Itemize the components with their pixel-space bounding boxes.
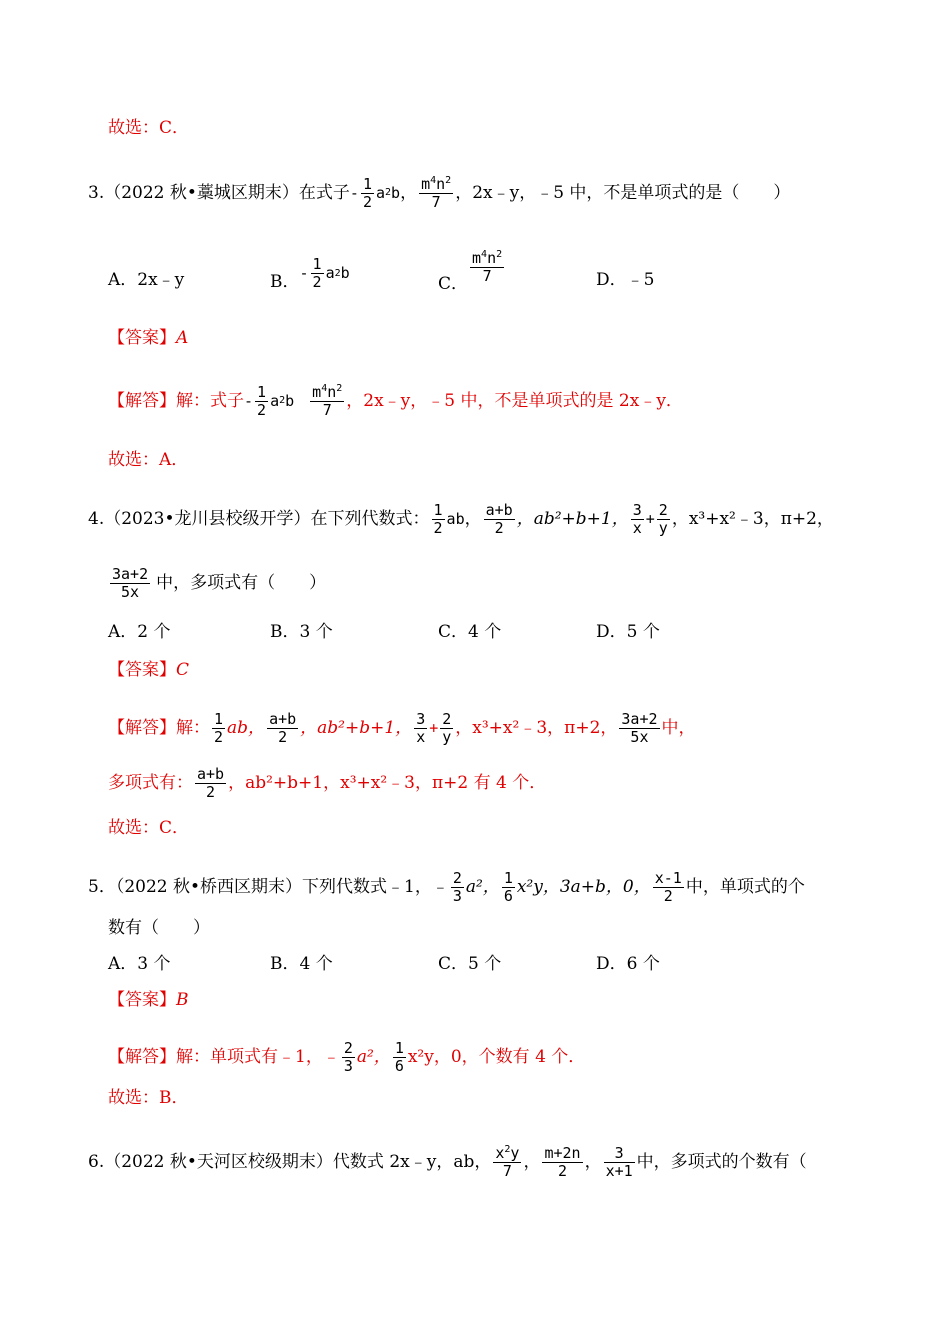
- q5-option-a: A．3 个: [108, 954, 171, 974]
- q3-solution: 【解答】 解：式子 - $\frac{1}{2}$ a 2 b $\frac{m^4n^2}{7}$ ，2x﹣y，﹣5 中，不是单项式的是 2x﹣y．: [108, 382, 683, 419]
- q3-stem-mid: ，2x﹣y，﹣5 中，不是单项式的是（ ）: [455, 182, 791, 203]
- q4-stem-line2: $\frac{3a+2}{5x}$ 中，多项式有（ ）: [112, 564, 327, 601]
- q5-option-b: B．4 个: [270, 954, 333, 974]
- q4-answer: 【答案】C: [108, 660, 190, 680]
- q3-stem: 3.（2022 秋•藁城区期末）在式子 - $\frac{1}{2}$ a 2 b ， $\frac{m^4n^2}{7}$ ，2x﹣y，﹣5 中，不是单项式的是（ ）: [88, 174, 791, 211]
- q4-option-c: C．4 个: [438, 622, 502, 642]
- q5-stem-line2: 数有（ ）: [108, 918, 210, 938]
- q3-expr2: $\frac{m^4n^2}{7}$: [421, 174, 452, 211]
- q3-expr1: - $\frac{1}{2}$ a 2 b: [349, 174, 401, 211]
- q5-option-c: C．5 个: [438, 954, 502, 974]
- q3-option-c: C． $\frac{m^4n^2}{7}$: [438, 249, 503, 294]
- q4-option-b: B．3 个: [270, 622, 333, 642]
- q3-conclusion: 故选：A．: [108, 450, 189, 470]
- q5-solution: 【解答】 解：单项式有﹣1，﹣ $\frac{2}{3}$ a²， $\frac{1}{6}$ x²y，0，个数有 4 个．: [108, 1038, 586, 1075]
- q5-options: [108, 956, 908, 976]
- q3-answer: 【答案】A: [108, 328, 189, 348]
- q3-option-d: D．﹣5: [596, 270, 655, 290]
- q5-stem: 5．（2022 秋•桥西区期末）下列代数式﹣1，﹣ $\frac{2}{3}$ a²， $\frac{1}{6}$ x²y，3a+b，0， $\frac{x-1}{2}$ 中，单项式的个: [88, 868, 805, 905]
- q3-stem-prefix: 3.（2022 秋•藁城区期末）在式子: [88, 182, 350, 203]
- q4-solution: 【解答】 解： $\frac{1}{2}$ ab， $\frac{a+b}{2}$ ，ab²+b+1， $\frac{3}{x}$ + $\frac{2}{y}$ ，x³+x²﹣3，π+2， $\frac{3a+2}{5x}$ 中，: [108, 709, 696, 746]
- q4-stem: 4.（2023•龙川县校级开学）在下列代数式： $\frac{1}{2}$ ab ， $\frac{a+b}{2}$ ，ab²+b+1， $\frac{3}{x}$ + $\frac{2}{y}$ ，x³+x²﹣3，π+2，: [88, 500, 834, 537]
- q5-option-d: D．6 个: [596, 954, 660, 974]
- q5-answer: 【答案】B: [108, 990, 189, 1010]
- q4-option-d: D．5 个: [596, 622, 660, 642]
- q5-conclusion: 故选：B．: [108, 1088, 189, 1108]
- prev-conclusion: 故选：C．: [108, 118, 190, 138]
- q3-option-b: B． - $\frac{1}{2}$ a 2 b: [270, 255, 350, 292]
- q4-conclusion: 故选：C．: [108, 818, 190, 838]
- q3-option-a: A．2x﹣y: [108, 270, 185, 290]
- q4-option-a: A．2 个: [108, 622, 171, 642]
- q3-options: [108, 242, 908, 318]
- q4-options: [108, 624, 908, 644]
- q4-polynomials: 多项式有： $\frac{a+b}{2}$ ，ab²+b+1，x³+x²﹣3，π+2 有 4 个．: [108, 764, 547, 801]
- q6-stem: 6.（2022 秋•天河区校级期末）代数式 2x﹣y，ab， $\frac{x^2y}{7}$ ， $\frac{m+2n}{2}$ ， $\frac{3}{x+1}$ 中，多项式的个数有（: [88, 1143, 807, 1180]
